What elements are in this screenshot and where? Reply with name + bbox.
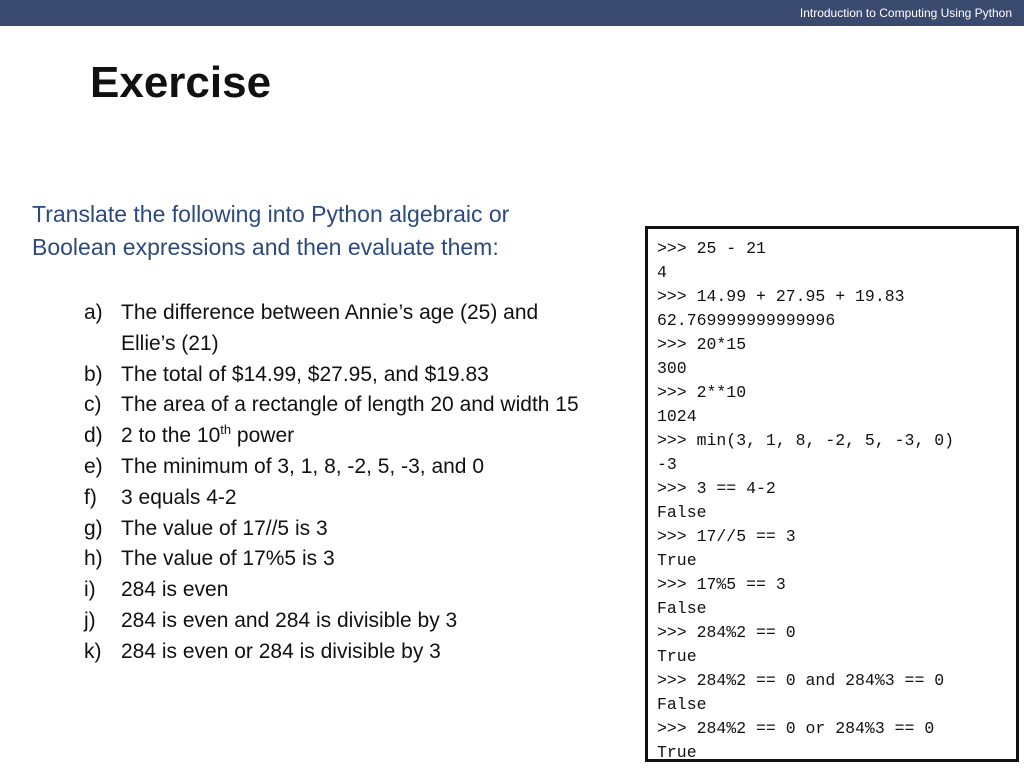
item-letter: f)	[84, 485, 97, 509]
item-text-line-1: The difference between Annie’s age (25) and	[121, 301, 539, 324]
item-letter: b)	[84, 362, 103, 386]
item-text-line-2: Ellie’s (21)	[121, 331, 219, 355]
exercise-item-h	[84, 544, 644, 575]
instructions-line-1: Translate the following into Python algebraic or	[32, 201, 510, 227]
item-letter: a)	[84, 301, 103, 324]
shell-line: True	[657, 743, 697, 762]
superscript-ordinal: th	[220, 422, 232, 438]
shell-line: True	[657, 551, 697, 570]
instructions-line-2: Boolean expressions and then evaluate them:	[32, 234, 499, 260]
exercise-item-c	[84, 390, 644, 421]
shell-line: >>> 284%2 == 0	[657, 623, 796, 642]
shell-line: >>> 17//5 == 3	[657, 527, 796, 546]
item-text	[121, 298, 644, 360]
shell-line: True	[657, 647, 697, 666]
shell-line: >>> 2**10	[657, 383, 747, 402]
exercise-item-j	[84, 606, 644, 637]
item-text: The value of 17//5 is 3	[121, 516, 328, 540]
shell-line: >>> min(3, 1, 8, -2, 5, -3, 0)	[657, 431, 955, 450]
course-title: Introduction to Computing Using Python	[799, 6, 1012, 20]
shell-line: 1024	[657, 407, 697, 426]
shell-line: -3	[657, 455, 677, 474]
shell-line: >>> 284%2 == 0 and 284%3 == 0	[657, 671, 945, 690]
shell-line: False	[657, 503, 707, 522]
item-letter: c)	[84, 393, 102, 417]
shell-line: False	[657, 695, 707, 714]
exercise-item-d	[84, 421, 644, 452]
item-text: The total of $14.99, $27.95, and $19.83	[121, 362, 489, 386]
shell-line: >>> 14.99 + 27.95 + 19.83	[657, 287, 905, 306]
shell-line: >>> 20*15	[657, 335, 747, 354]
exercise-item-i	[84, 575, 644, 606]
item-letter: h)	[84, 547, 103, 571]
shell-line: >>> 17%5 == 3	[657, 575, 786, 594]
shell-line: 4	[657, 263, 667, 282]
item-text: The value of 17%5 is 3	[121, 547, 335, 571]
item-letter: d)	[84, 424, 103, 448]
item-letter: k)	[84, 639, 102, 663]
exercise-item-b	[84, 360, 644, 391]
item-letter: g)	[84, 516, 103, 540]
item-letter: i)	[84, 578, 96, 602]
item-text	[121, 421, 644, 452]
shell-line: >>> 25 - 21	[657, 239, 766, 258]
item-text-tail: power	[231, 424, 295, 448]
item-text: The area of a rectangle of length 20 and width 15	[121, 393, 579, 417]
item-text: 284 is even and 284 is divisible by 3	[121, 608, 458, 632]
shell-line: False	[657, 599, 707, 618]
shell-line: >>> 284%2 == 0 or 284%3 == 0	[657, 719, 935, 738]
exercise-list	[84, 298, 644, 668]
exercise-item-a	[84, 298, 644, 360]
shell-line: 62.769999999999996	[657, 311, 836, 330]
shell-line: >>> 3 == 4-2	[657, 479, 776, 498]
python-shell-output	[645, 226, 1019, 762]
shell-line: 300	[657, 359, 687, 378]
item-text: 284 is even	[121, 578, 229, 602]
header-bar	[0, 0, 1024, 26]
item-text-main: 2 to the 10	[121, 424, 221, 448]
item-text: 284 is even or 284 is divisible by 3	[121, 639, 441, 663]
item-letter: e)	[84, 454, 103, 478]
exercise-item-g	[84, 514, 644, 545]
exercise-item-k	[84, 637, 644, 668]
item-text: The minimum of 3, 1, 8, -2, 5, -3, and 0	[121, 454, 484, 478]
exercise-item-e	[84, 452, 644, 483]
slide-title: Exercise	[90, 58, 272, 107]
exercise-instructions	[32, 198, 632, 264]
exercise-item-f	[84, 483, 644, 514]
item-letter: j)	[84, 608, 96, 632]
item-text: 3 equals 4-2	[121, 485, 237, 509]
